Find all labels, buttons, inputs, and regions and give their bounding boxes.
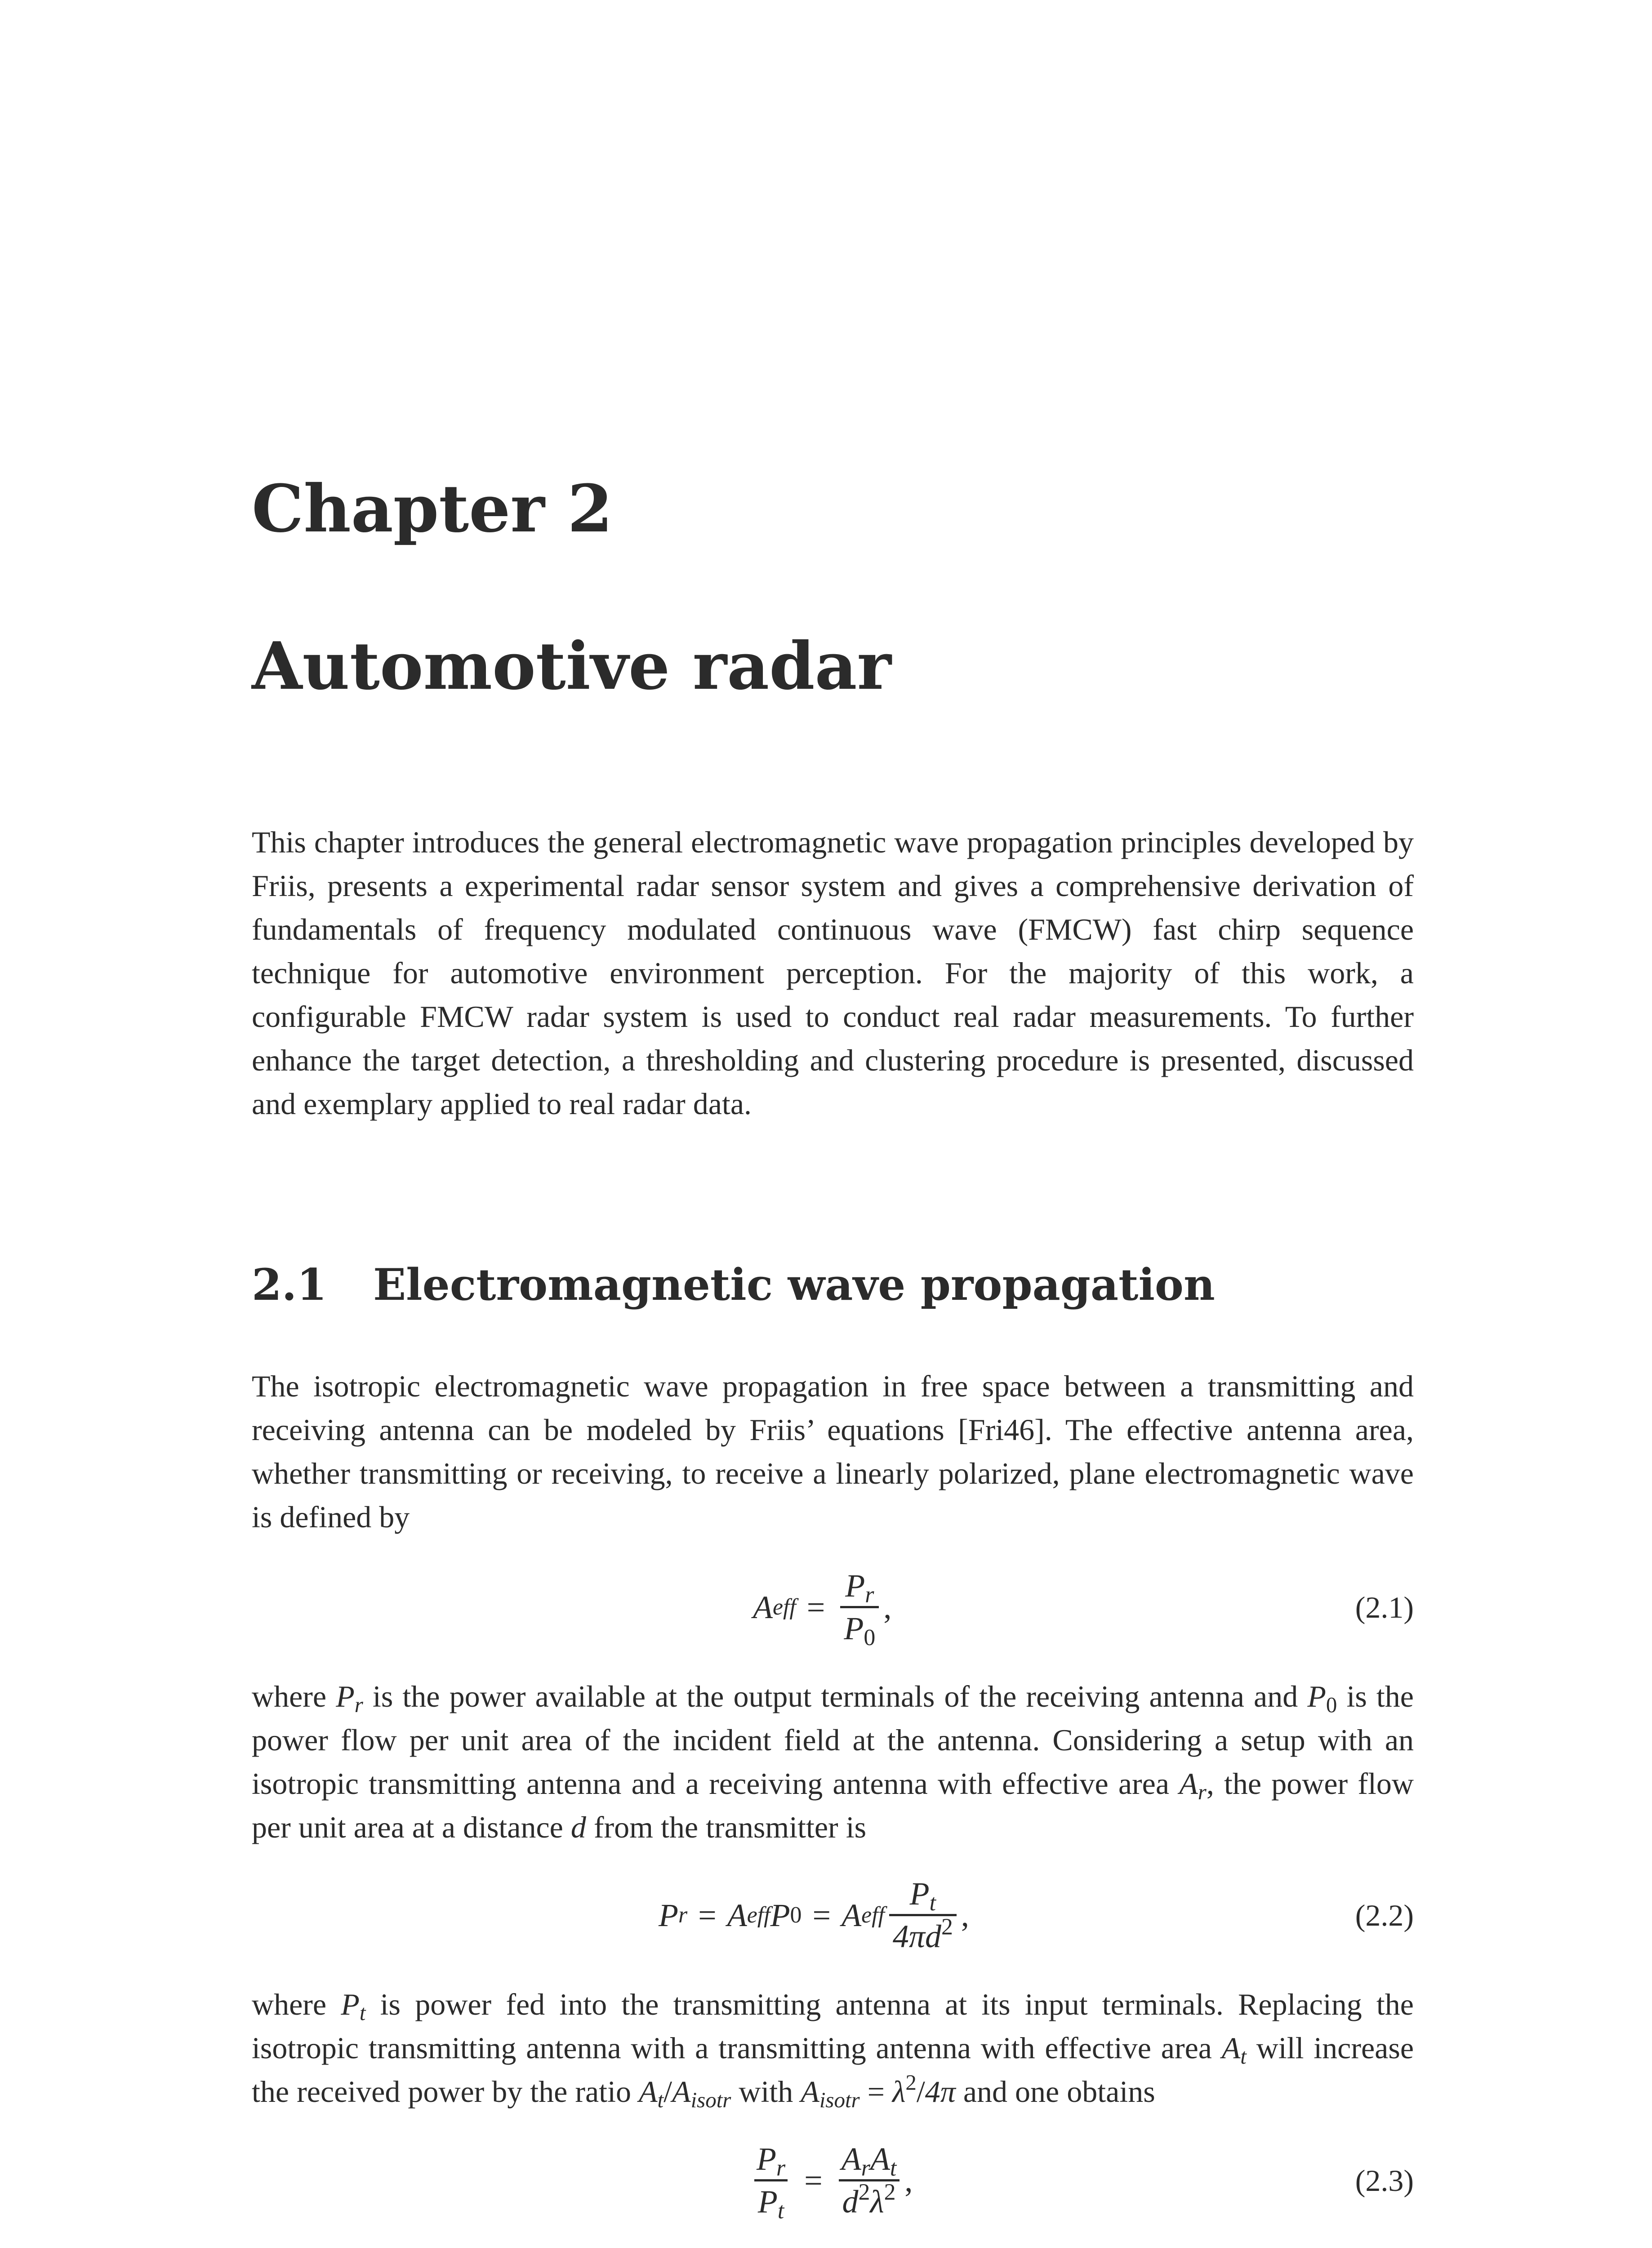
- fraction: $\frac{P_r}{P_t}$: [753, 2142, 789, 2219]
- section-title: Electromagnetic wave propagation: [373, 1259, 1215, 1310]
- fraction: $\frac{P_t}{4\pi d^2}$: [889, 1877, 957, 1954]
- equation-2-2: [252, 1864, 1414, 1967]
- equation-body: A eff = $\frac{P_r}{P_0}$ ,: [753, 1567, 892, 1650]
- section-heading: [252, 1259, 1215, 1310]
- equation-number: (2.1): [1355, 1590, 1414, 1624]
- body-paragraph: The isotropic electromagnetic wave propagation in free space between a transmitting and receiving antenna can be modeled by Friis’ equations [Fri46]. The effective antenna area, whether transmitting or receiving, to receive a linearly polarized, plane electromagnetic wave is defined by: [252, 1369, 1414, 1534]
- fraction: $\frac{P_r}{P_0}$: [840, 1569, 879, 1646]
- chapter-title: Automotive radar: [252, 628, 891, 705]
- equation-2-1: [252, 1556, 1414, 1659]
- chapter-intro-paragraph: This chapter introduces the general electromagnetic wave propagation principles developed by Friis, presents a experimental radar sensor system and gives a comprehensive derivation of fundamentals of frequency modulated continuous wave (FMCW) fast chirp sequence technique for automotive environment perception. For the majority of this work, a configurable FMCW radar system is used to conduct real radar measurements. To further enhance the target detection, a thresholding and clustering procedure is presented, discussed and exemplary applied to real radar data.: [252, 825, 1414, 1121]
- fraction: $\frac{A_rA_t}{d^2\lambda^2}$: [838, 2142, 900, 2219]
- equation-body: P r = A eff P 0 = A eff $\frac{P_t}{4\pi d^2}$ ,: [659, 1875, 969, 1954]
- chapter-label: Chapter 2: [252, 471, 613, 547]
- equation-number: (2.2): [1355, 1898, 1414, 1932]
- equation-2-3: [252, 2129, 1414, 2232]
- section-number: 2.1: [252, 1259, 327, 1310]
- body-paragraph: where $P_t$ is power fed into the transmitting antenna at its input terminals. Replacing the isotropic transmitting antenna with a transmitting antenna with effective area $A_t$ will increase the received power by the ratio $A_t/A_{isotr}$ with $A_{isotr} = \lambda^2/4\pi$ and one obtains: [252, 1987, 1414, 2113]
- equation-number: (2.3): [1355, 2163, 1414, 2198]
- equation-body: $\frac{P_r}{P_t}$ = $\frac{A_rA_t}{d^2\lambda^2}$ ,: [748, 2129, 913, 2232]
- body-paragraph: where $P_r$ is the power available at the output terminals of the receiving antenna and $P_0$ is the power flow per unit area of the incident field at the antenna. Considering a setup with an isotropic transmitting antenna and a receiving antenna with effective area $A_r$, the power flow per unit area at a distance d from the transmitter is: [252, 1679, 1414, 1844]
